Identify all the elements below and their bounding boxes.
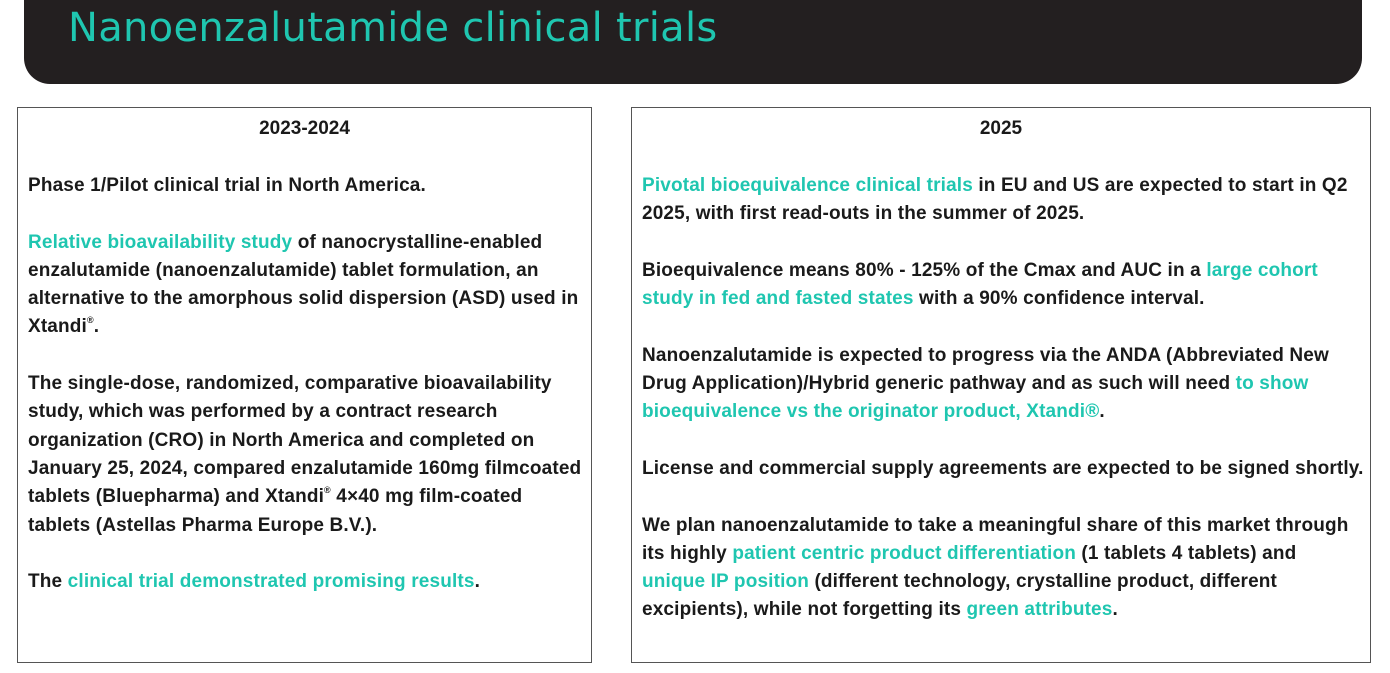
paragraph-text: Bioequivalence means 80% - 125% of the Cmax and AUC in a — [642, 259, 1207, 281]
panel-2023-2024 — [17, 107, 592, 663]
paragraph-text: (1 tablets 4 tablets) and — [1075, 542, 1297, 564]
paragraph-text: The single-dose, randomized, comparative bioavailability study, which was performed by a contract research organization (CRO) in North America and completed on January 25, 2024, compared enzalutamide 160mg filmcoated tablets (Bluepharma) and Xtandi — [28, 373, 582, 508]
paragraph-license-agreements — [642, 455, 1364, 483]
paragraph-bioavailability-study — [28, 229, 585, 342]
paragraph-text: License and commercial supply agreements are expected to be signed shortly. — [642, 457, 1364, 479]
registered-mark: ® — [324, 485, 331, 496]
paragraph-market-plan — [642, 512, 1364, 625]
highlight-promising-results: clinical trial demonstrated promising results — [67, 571, 475, 593]
paragraph-results — [28, 568, 585, 596]
paragraph-text: 4×40 mg film-coated tablets (Astellas Pharma Europe B.V.). — [28, 486, 523, 536]
paragraph-text: Phase 1/Pilot clinical trial in North America. — [28, 175, 426, 196]
paragraph-text: . — [1112, 599, 1118, 621]
paragraph-phase1 — [28, 172, 585, 200]
panel-body-2025 — [642, 172, 1364, 625]
paragraph-text: Nanoenzalutamide is expected to progress via the ANDA (Abbreviated New Drug Application)/Hybrid generic pathway and as such will need — [642, 344, 1329, 395]
highlight-large-cohort: large cohort study in fed and fasted states — [642, 259, 1318, 310]
panel-heading-2023-2024: 2023-2024 — [259, 118, 350, 139]
paragraph-text: with a 90% confidence interval. — [913, 288, 1205, 310]
highlight-pivotal-bioequivalence: Pivotal bioequivalence clinical trials — [642, 175, 973, 196]
paragraph-text: (different technology, crystalline product, different excipients), while not forgetting its — [642, 571, 1278, 621]
paragraph-bioequivalence-definition — [642, 257, 1364, 314]
panel-body-2023-2024 — [28, 172, 585, 596]
paragraph-text: . — [474, 571, 481, 593]
paragraph-text: We plan nanoenzalutamide to take a meaningful share of this market through its highly — [642, 514, 1349, 564]
registered-mark: ® — [86, 315, 94, 326]
highlight-show-bioequivalence: to show bioequivalence vs the originator product, Xtandi® — [642, 373, 1309, 423]
paragraph-text: The — [28, 571, 68, 593]
paragraph-text: of nanocrystalline-enabled enzalutamide (nanoenzalutamide) tablet formulation, an alternative to the amorphous solid dispersion (ASD) used in Xtandi — [28, 231, 579, 338]
page-title: Nanoenzalutamide clinical trials — [68, 5, 718, 51]
paragraph-pivotal-trials — [642, 172, 1364, 229]
paragraph-text: . — [1099, 401, 1105, 423]
highlight-green-attributes: green attributes — [966, 599, 1113, 621]
panel-heading-2025: 2025 — [979, 118, 1023, 139]
highlight-relative-bioavailability: Relative bioavailability study — [28, 231, 293, 253]
paragraph-text: in EU and US are expected to start in Q2 2025, with first read-outs in the summer of 2025. — [642, 175, 1348, 225]
highlight-unique-ip: unique IP position — [642, 571, 810, 593]
paragraph-study-details — [28, 370, 585, 540]
panel-2025 — [631, 107, 1371, 663]
paragraph-text: . — [93, 316, 100, 338]
paragraph-anda-pathway — [642, 342, 1364, 427]
highlight-patient-centric: patient centric product differentiation — [732, 542, 1076, 564]
